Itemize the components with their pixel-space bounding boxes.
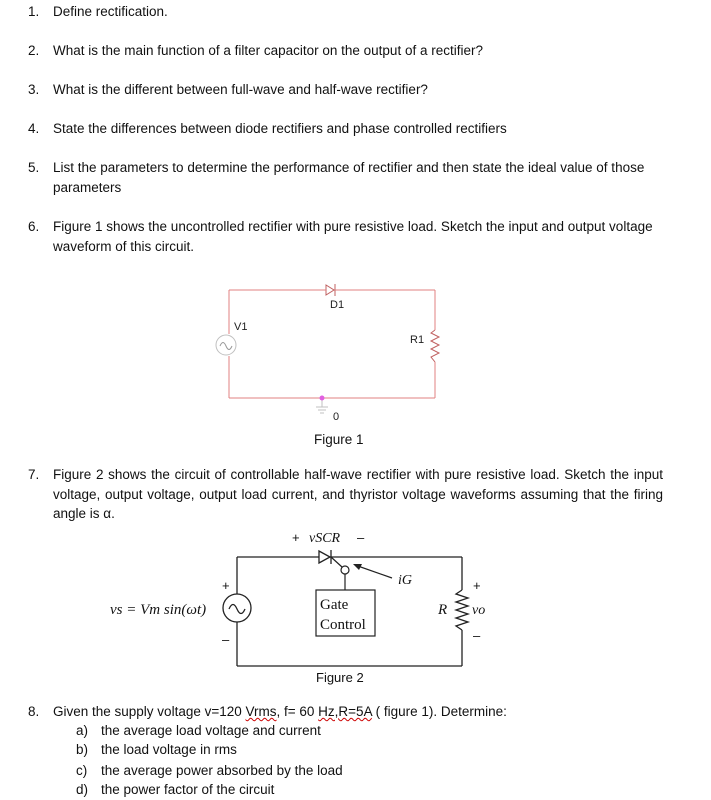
source-minus: – bbox=[222, 632, 230, 647]
gate-label-line2: Control bbox=[320, 617, 366, 633]
subitem-d bbox=[76, 780, 274, 800]
vscr-plus: + bbox=[292, 530, 300, 545]
question-text: List the parameters to determine the performance of rectifier and then state the ideal value of those parameters bbox=[53, 160, 645, 195]
subitem-text: the average power absorbed by the load bbox=[101, 763, 343, 778]
resistor-label: R1 bbox=[410, 334, 425, 346]
subitem-b bbox=[76, 740, 237, 760]
ig-label: iG bbox=[398, 573, 412, 588]
figure-1-caption: Figure 1 bbox=[314, 432, 364, 447]
gate-current-arrow bbox=[353, 564, 392, 578]
question-number: 7. bbox=[28, 467, 40, 482]
question-number: 2. bbox=[28, 43, 40, 58]
subitem-text: the average load voltage and current bbox=[101, 723, 321, 738]
question-text-hz: Hz,R=5A bbox=[318, 704, 372, 719]
question-text: Define rectification. bbox=[53, 4, 168, 19]
gate-label-line1: Gate bbox=[320, 597, 349, 613]
vo-plus: + bbox=[473, 578, 481, 593]
question-text: Figure 2 shows the circuit of controllable half-wave rectifier with pure resistive load. Sketch the input voltage, output voltage, output load current, and thyristor voltage waveforms assuming that the firing angle is α. bbox=[53, 467, 663, 521]
question-number: 5. bbox=[28, 160, 40, 175]
subitem-text: the power factor of the circuit bbox=[101, 782, 275, 797]
subitem-c bbox=[76, 761, 343, 781]
question-number: 1. bbox=[28, 4, 40, 19]
subitem-a bbox=[76, 721, 321, 741]
source-equation: vs = Vm sin(ωt) bbox=[110, 602, 207, 618]
question-text-part: Given the supply voltage v=120 bbox=[53, 704, 246, 719]
subitem-letter: c) bbox=[76, 763, 88, 778]
ac-source-symbol bbox=[223, 594, 251, 622]
ground-label: 0 bbox=[333, 411, 340, 423]
subitem-letter: a) bbox=[76, 723, 89, 738]
question-text bbox=[53, 702, 663, 722]
question-text-vrms: Vrms bbox=[245, 704, 277, 719]
question-number: 6. bbox=[28, 219, 40, 234]
source-plus: + bbox=[222, 578, 230, 593]
resistor-r-symbol bbox=[456, 590, 468, 630]
question-text: State the differences between diode rectifiers and phase controlled rectifiers bbox=[53, 121, 507, 136]
question-number: 4. bbox=[28, 121, 40, 136]
question-text: Figure 1 shows the uncontrolled rectifier with pure resistive load. Sketch the input and output voltage waveform of this circuit. bbox=[53, 219, 653, 254]
question-number: 8. bbox=[28, 704, 40, 719]
thyristor-symbol bbox=[319, 550, 349, 590]
figure-2-caption: Figure 2 bbox=[316, 670, 364, 685]
subitem-letter: b) bbox=[76, 742, 89, 757]
vscr-label: vSCR bbox=[309, 531, 341, 546]
vo-minus: – bbox=[473, 628, 481, 643]
question-text-part: ( figure 1). Determine: bbox=[371, 704, 507, 719]
question-text-part: , f= 60 bbox=[276, 704, 319, 719]
diode-label: D1 bbox=[330, 299, 345, 311]
source-label: V1 bbox=[234, 321, 248, 333]
subitem-letter: d) bbox=[76, 782, 89, 797]
resistor-label: R bbox=[438, 602, 448, 618]
question-number: 3. bbox=[28, 82, 40, 97]
question-text: What is the main function of a filter capacitor on the output of a rectifier? bbox=[53, 43, 483, 58]
subitem-text: the load voltage in rms bbox=[101, 742, 237, 757]
vo-label: vo bbox=[472, 603, 486, 618]
vscr-minus: – bbox=[357, 530, 365, 545]
question-text: What is the different between full-wave and half-wave rectifier? bbox=[53, 82, 428, 97]
